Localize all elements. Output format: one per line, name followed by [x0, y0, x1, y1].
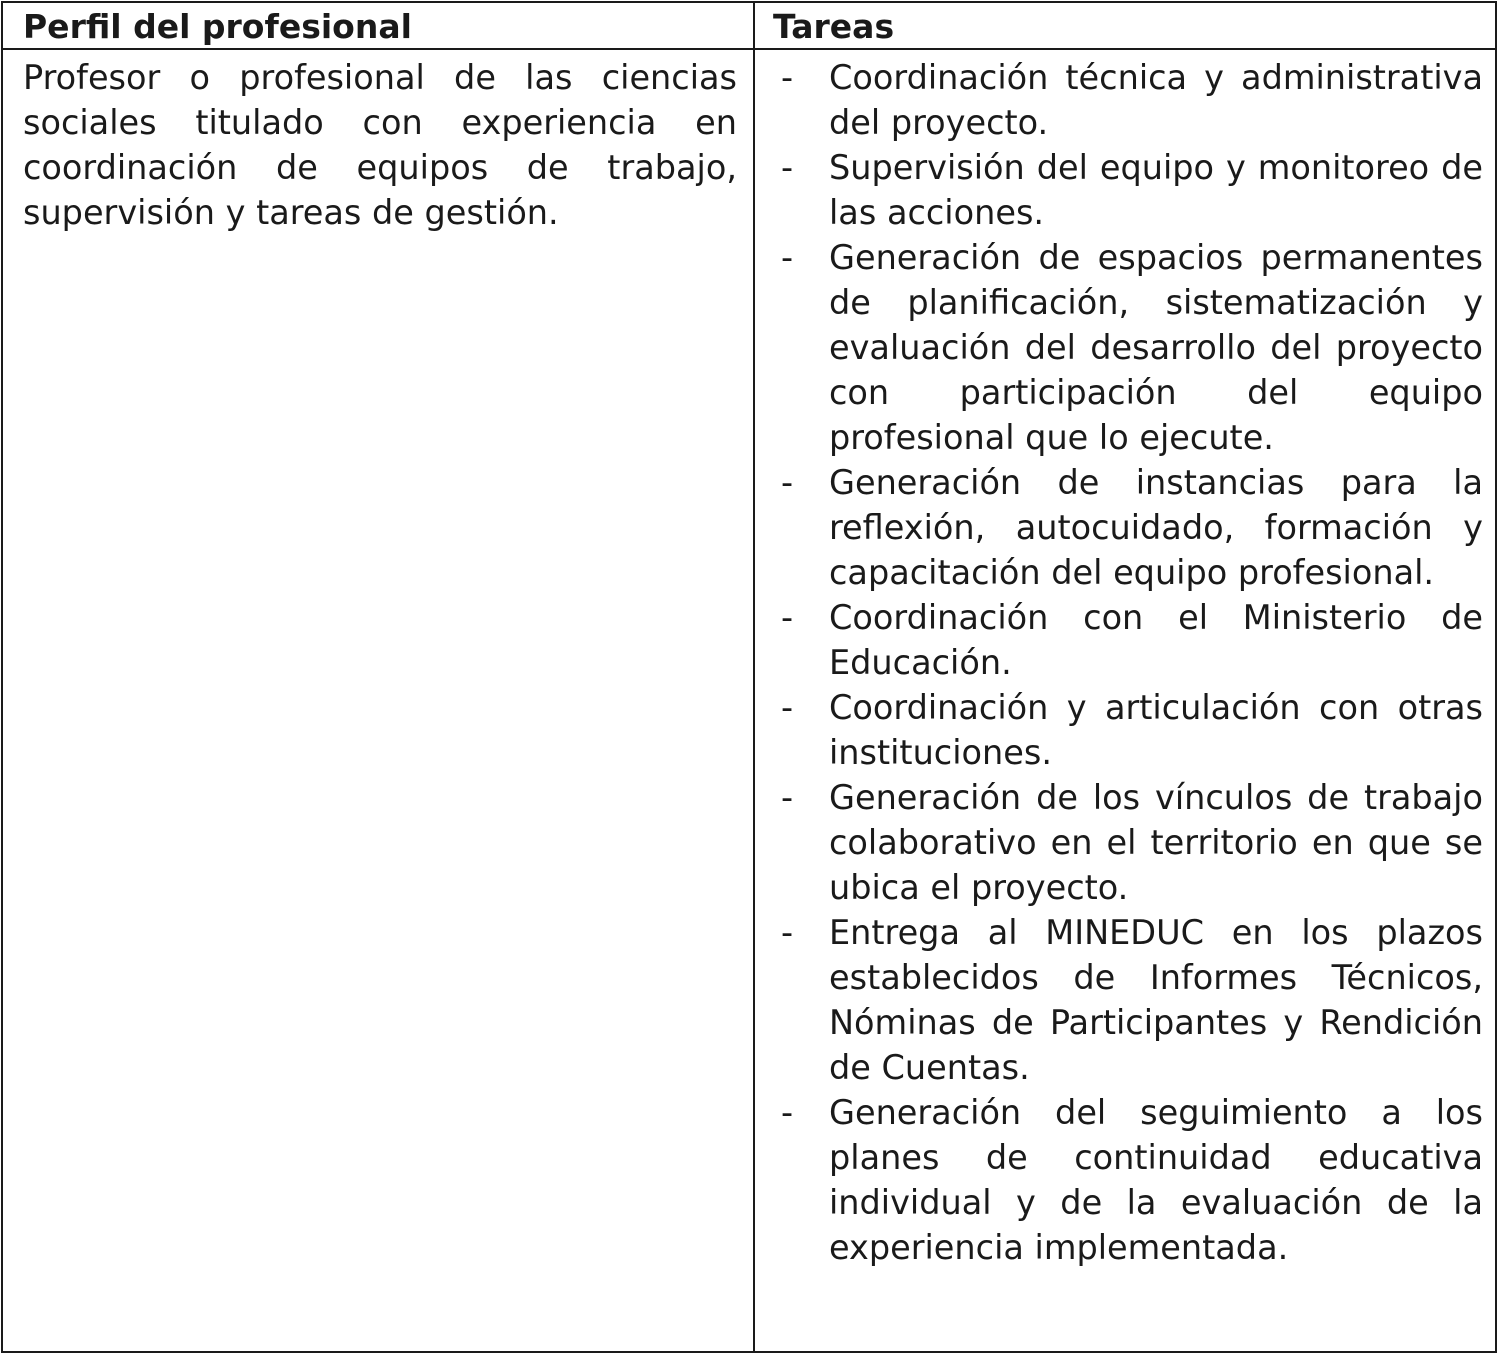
task-item — [781, 1090, 1483, 1270]
column-divider — [753, 3, 755, 1351]
task-text: Coordinación técnica y administrativa del proyecto. — [829, 58, 1483, 142]
bullet-dash: - — [781, 463, 794, 502]
task-item — [781, 775, 1483, 910]
task-text: Generación de espacios permanentes de planificación, sistematización y evaluación del desarrollo del proyecto con participación del equipo profesional que lo ejecute. — [829, 238, 1483, 457]
bullet-dash: - — [781, 238, 794, 277]
task-list — [781, 55, 1483, 1270]
task-text: Coordinación con el Ministerio de Educación. — [829, 598, 1483, 682]
task-item — [781, 235, 1483, 460]
bullet-dash: - — [781, 778, 794, 817]
task-item — [781, 685, 1483, 775]
task-text: Generación de los vínculos de trabajo colaborativo en el territorio en que se ubica el proyecto. — [829, 778, 1483, 907]
profile-description: Profesor o profesional de las ciencias sociales titulado con experiencia en coordinación de equipos de trabajo, supervisión y tareas de gestión. — [23, 58, 737, 232]
header-profile: Perfil del profesional — [23, 7, 412, 46]
bullet-dash: - — [781, 598, 794, 637]
task-item — [781, 910, 1483, 1090]
header-tasks: Tareas — [773, 7, 895, 46]
task-item — [781, 460, 1483, 595]
profile-tasks-table — [1, 1, 1497, 1353]
bullet-dash: - — [781, 148, 794, 187]
bullet-dash: - — [781, 688, 794, 727]
task-item — [781, 145, 1483, 235]
task-item — [781, 595, 1483, 685]
bullet-dash: - — [781, 1093, 794, 1132]
bullet-dash: - — [781, 58, 794, 97]
task-text: Supervisión del equipo y monitoreo de las acciones. — [829, 148, 1483, 232]
task-item — [781, 55, 1483, 145]
task-text: Entrega al MINEDUC en los plazos establecidos de Informes Técnicos, Nóminas de Participantes y Rendición de Cuentas. — [829, 913, 1483, 1087]
task-text: Generación de instancias para la reflexión, autocuidado, formación y capacitación del equipo profesional. — [829, 463, 1483, 592]
task-text: Generación del seguimiento a los planes de continuidad educativa individual y de la evaluación de la experiencia implementada. — [829, 1093, 1483, 1267]
header-divider — [3, 48, 1495, 50]
bullet-dash: - — [781, 913, 794, 952]
task-text: Coordinación y articulación con otras instituciones. — [829, 688, 1483, 772]
